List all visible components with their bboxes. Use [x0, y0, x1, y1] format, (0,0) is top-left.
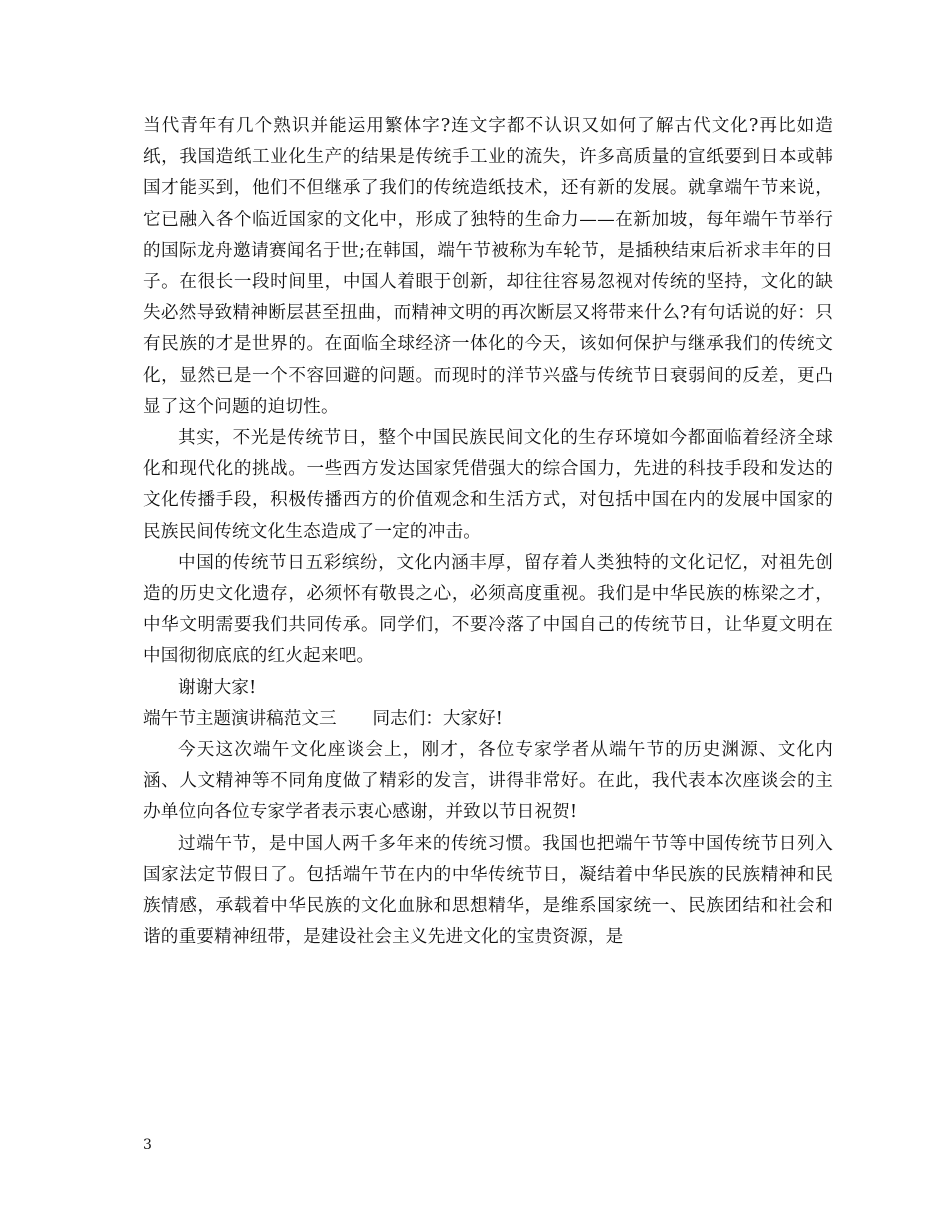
- section-title: 端午节主题演讲稿范文三: [143, 708, 337, 729]
- paragraph-thanks: 谢谢大家!: [178, 677, 257, 698]
- paragraph-3: 中国的传统节日五彩缤纷，文化内涵丰厚，留存着人类独特的文化记忆，对祖先创造的历史文化遗存，必须怀有敬畏之心，必须高度重视。我们是中华民族的栋梁之才，中华文明需要我们共同传承。同学们，不要冷落了中国自己的传统节日，让华夏文明在中国彻彻底底的红火起来吧。: [143, 552, 833, 667]
- page-number: 3: [143, 1137, 152, 1153]
- document-body: [143, 111, 833, 953]
- paragraph-5: 过端午节，是中国人两千多年来的传统习惯。我国也把端午节等中国传统节日列入国家法定节假日了。包括端午节在内的中华传统节日，凝结着中华民族的民族精神和民族情感，承载着中华民族的文化血脉和思想精华，是维系国家统一、民族团结和社会和谐的重要精神纽带，是建设社会主义先进文化的宝贵资源，是: [143, 833, 833, 948]
- section-heading: [143, 704, 833, 735]
- paragraph-4: 今天这次端午文化座谈会上，刚才，各位专家学者从端午节的历史渊源、文化内涵、人文精神等不同角度做了精彩的发言，讲得非常好。在此，我代表本次座谈会的主办单位向各位专家学者表示衷心感谢，并致以节日祝贺!: [143, 740, 833, 823]
- section-greeting: 同志们：大家好!: [372, 708, 503, 729]
- paragraph-2: 其实，不光是传统节日，整个中国民族民间文化的生存环境如今都面临着经济全球化和现代化的挑战。一些西方发达国家凭借强大的综合国力，先进的科技手段和发达的文化传播手段，积极传播西方的价值观念和生活方式，对包括中国在内的发展中国家的民族民间传统文化生态造成了一定的冲击。: [143, 428, 833, 542]
- paragraph-1: 当代青年有几个熟识并能运用繁体字?连文字都不认识又如何了解古代文化?再比如造纸，我国造纸工业化生产的结果是传统手工业的流失，许多高质量的宣纸要到日本或韩国才能买到，他们不但继承了我们的传统造纸技术，还有新的发展。就拿端午节来说，它已融入各个临近国家的文化中，形成了独特的生命力——在新加坡，每年端午节举行的国际龙舟邀请赛闻名于世;在韩国，端午节被称为车轮节，是插秧结束后祈求丰年的日子。在很长一段时间里，中国人着眼于创新，却往往容易忽视对传统的坚持，文化的缺失必然导致精神断层甚至扭曲，而精神文明的再次断层又将带来什么?有句话说的好：只有民族的才是世界的。在面临全球经济一体化的今天，该如何保护与继承我们的传统文化，显然已是一个不容回避的问题。而现时的洋节兴盛与传统节日衰弱间的反差，更凸显了这个问题的迫切性。: [143, 116, 833, 417]
